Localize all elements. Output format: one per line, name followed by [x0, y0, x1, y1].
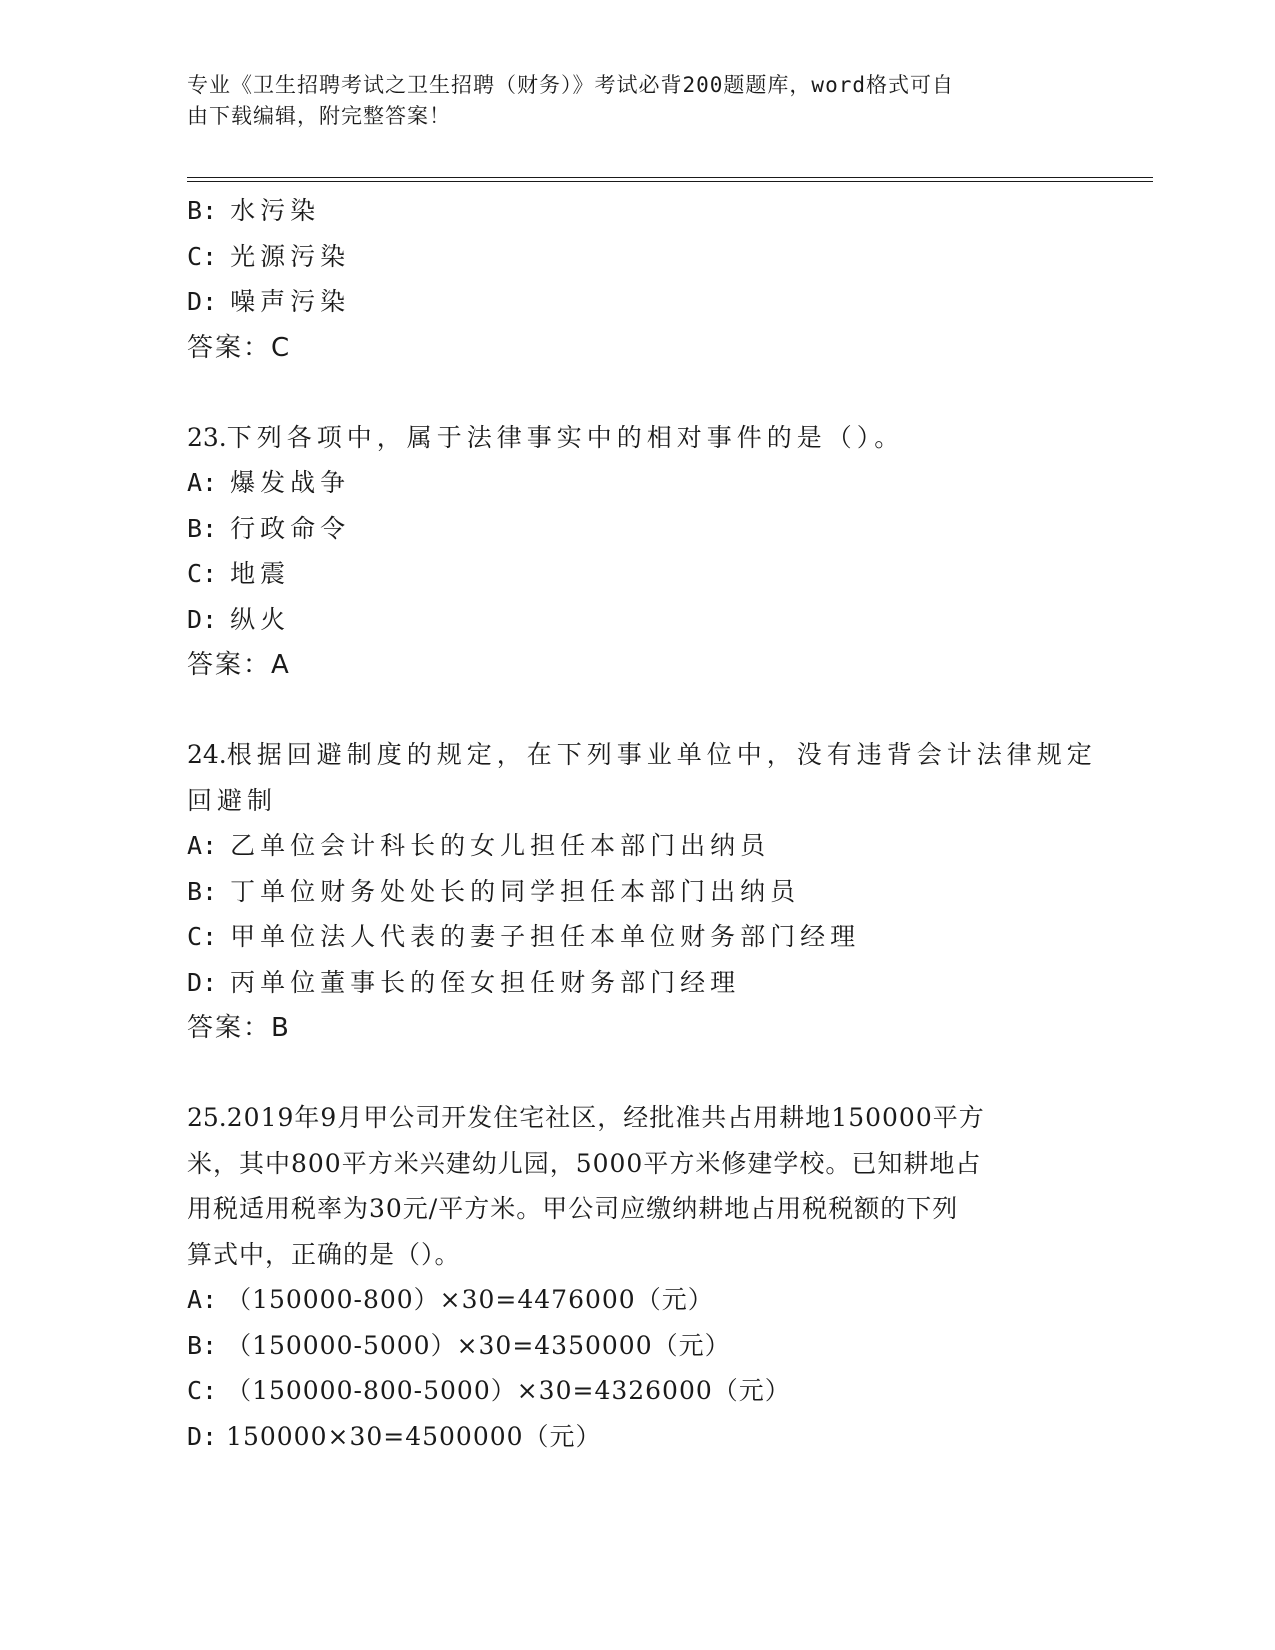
option-text: 爆发战争 — [230, 468, 351, 497]
option-label: D: — [187, 1421, 218, 1451]
header-divider-bottom — [187, 181, 1153, 182]
option-b — [187, 1323, 1087, 1369]
question-spacer — [187, 371, 1087, 415]
option-label: D: — [187, 967, 218, 997]
option-c — [187, 551, 1087, 597]
option-text: 地震 — [230, 559, 291, 588]
question-25 — [187, 1095, 1087, 1459]
question-spacer — [187, 688, 1087, 732]
option-text: （150000-800-5000）×30=4326000（元） — [226, 1376, 791, 1405]
option-label: C: — [187, 559, 218, 588]
option-text: 行政命令 — [230, 513, 351, 543]
question-stem — [187, 732, 1097, 778]
option-label: B: — [187, 196, 218, 225]
option-text: 纵火 — [230, 604, 291, 634]
option-d — [187, 960, 1087, 1006]
answer-line: 答案：C — [187, 332, 292, 363]
question-stem-line: 下列各项中，属于法律事实中的相对事件的是（）。 — [226, 422, 905, 452]
question-number: 23. — [187, 422, 227, 452]
option-d — [187, 597, 1087, 643]
option-c — [187, 914, 1087, 960]
option-label: A: — [187, 468, 218, 497]
option-text: 甲单位法人代表的妻子担任本单位财务部门经理 — [230, 922, 861, 951]
answer-line: 答案：A — [187, 650, 291, 680]
question-stem-line: 2019年9月甲公司开发住宅社区，经批准共占用耕地150000平方 — [226, 1103, 985, 1132]
option-b — [187, 506, 1087, 552]
header-divider-top — [187, 177, 1153, 178]
option-text: 噪声污染 — [230, 287, 351, 316]
option-text: （150000-5000）×30=4350000（元） — [226, 1330, 731, 1360]
option-label: D: — [187, 287, 218, 316]
option-text: （150000-800）×30=4476000（元） — [226, 1285, 714, 1314]
option-text: 丁单位财务处处长的同学担任本部门出纳员 — [230, 876, 801, 906]
option-c — [187, 234, 1087, 280]
option-text: 水污染 — [230, 196, 321, 225]
question-stem — [187, 1095, 1087, 1141]
question-stem-continued: 用税适用税率为30元/平方米。甲公司应缴纳耕地占用税税额的下列 — [187, 1194, 959, 1223]
option-text: 光源污染 — [230, 241, 351, 271]
header-line-2: 由下载编辑，附完整答案！ — [187, 104, 451, 128]
option-label: C: — [187, 922, 218, 951]
option-label: B: — [187, 1330, 218, 1360]
document-header — [187, 70, 1067, 132]
option-b — [187, 869, 1087, 915]
option-a — [187, 460, 1087, 506]
option-a — [187, 1277, 1087, 1323]
option-text: 丙单位董事长的侄女担任财务部门经理 — [230, 967, 741, 997]
option-label: A: — [187, 1285, 218, 1314]
question-number: 24. — [187, 740, 227, 769]
answer-line: 答案：B — [187, 1013, 291, 1043]
option-label: D: — [187, 604, 218, 634]
option-d — [187, 279, 1087, 325]
question-24 — [187, 732, 1097, 1051]
option-label: C: — [187, 1376, 218, 1405]
header-line-1: 专业《卫生招聘考试之卫生招聘（财务）》考试必背200题题库，word格式可自 — [187, 73, 954, 97]
question-stem-continued: 算式中，正确的是（）。 — [187, 1239, 461, 1269]
question-stem-continued: 米，其中800平方米兴建幼儿园，5000平方米修建学校。已知耕地占 — [187, 1148, 982, 1178]
question-list — [187, 188, 1097, 1459]
option-a — [187, 823, 1087, 869]
question-spacer — [187, 1051, 1087, 1095]
option-label: B: — [187, 876, 218, 906]
question-23 — [187, 415, 1087, 689]
option-label: A: — [187, 831, 218, 860]
question-number: 25. — [187, 1103, 227, 1132]
question-stem — [187, 415, 1087, 461]
option-c — [187, 1368, 1087, 1414]
question-stem-continued: 回避制 — [187, 785, 278, 815]
option-label: B: — [187, 513, 218, 543]
partial-question — [187, 188, 1087, 371]
option-b — [187, 188, 1087, 234]
option-text: 乙单位会计科长的女儿担任本部门出纳员 — [230, 831, 771, 860]
question-stem-line: 根据回避制度的规定，在下列事业单位中，没有违背会计法律规定 — [226, 740, 1097, 769]
option-d — [187, 1414, 1087, 1460]
option-text: 150000×30=4500000（元） — [226, 1421, 602, 1451]
option-label: C: — [187, 241, 218, 271]
